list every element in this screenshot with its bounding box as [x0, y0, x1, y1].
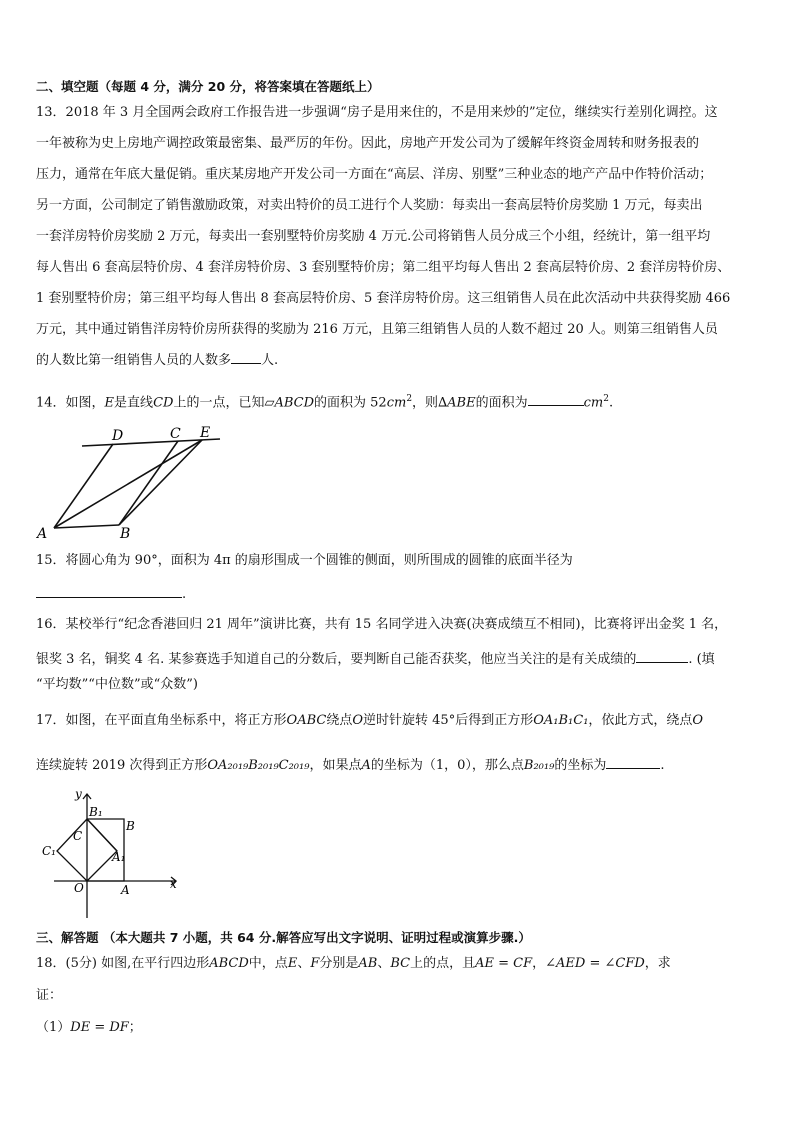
triangle-symbol: ∆: [438, 395, 448, 411]
q13-line: 一年被称为史上房地产调控政策最密集、最严厉的年份。因此，房地产开发公司为了缓解年终资金周转和财务报表的: [36, 136, 700, 151]
math-sup: 2: [603, 394, 609, 404]
q13-text: 的人数比第一组销售人员的人数多: [36, 353, 232, 368]
q14-text: 是直线: [114, 395, 154, 411]
q13-line: 每人售出 6 套高层特价房、4 套洋房特价房、3 套别墅特价房；第二组平均每人售出 2 套高层特价房、2 套洋房特价房、: [36, 260, 731, 275]
question-15: 15．将圆心角为 90°，面积为 4π 的扇形围成一个圆锥的侧面，则所围成的圆锥的底面半径为: [36, 553, 573, 568]
q16-text: . (填: [688, 652, 715, 667]
answer-blank[interactable]: [636, 648, 688, 663]
q15-answer-line: [36, 583, 766, 603]
label-B: B: [120, 526, 131, 542]
section-header-fill-in: 二、填空题（每题 4 分，满分 20 分，将答案填在答题纸上）: [36, 79, 380, 94]
label-C: C: [73, 829, 83, 843]
q18-text: （1）: [36, 1020, 71, 1035]
q13-line: 万元，其中通过销售洋房特价房所获得的奖励为 216 万元，且第三组销售人员的人数不超过 20 人。则第三组销售人员: [36, 322, 718, 337]
question-13: [36, 97, 762, 376]
question-14: [36, 391, 766, 411]
q18-text: 分别是: [319, 956, 359, 971]
section-header-solutions: 三、解答题 （本大题共 7 小题，共 64 分.解答应写出文字说明、证明过程或演算步骤.）: [36, 930, 531, 945]
math-unit: cm: [386, 395, 407, 411]
math-sup: 2: [406, 394, 413, 404]
figure-14-parallelogram: [30, 420, 230, 542]
answer-blank[interactable]: [606, 754, 660, 769]
math-var: BC: [390, 956, 411, 971]
q13-text: 人.: [261, 353, 279, 368]
question-18-line2: 证：: [36, 988, 63, 1003]
q13-line-last: [36, 345, 762, 376]
q18-text: 中，点: [248, 956, 288, 971]
math-var: OA₁B₁C₁: [533, 713, 589, 728]
q17-text: 17．如图，在平面直角坐标系中，将正方形: [36, 713, 287, 728]
math-var: CD: [153, 395, 174, 411]
math-var: A: [361, 758, 371, 773]
math-var: ABE: [447, 395, 476, 411]
q18-text: ，: [532, 956, 546, 971]
q14-text: 的面积为 52: [314, 395, 387, 411]
question-16-line1: 16．某校举行“纪念香港回归 21 周年”演讲比赛，共有 15 名同学进入决赛(决赛成绩互不相同)，比赛将评出金奖 1 名，: [36, 617, 728, 632]
math-expr: ∠AED = ∠CFD: [545, 956, 645, 971]
math-var: O: [692, 713, 704, 728]
label-C: C: [170, 426, 181, 442]
answer-blank[interactable]: [36, 583, 182, 598]
question-18-sub1: [36, 1020, 766, 1036]
q17-text: 绕点: [326, 713, 353, 728]
q14-text: ，则: [412, 395, 439, 411]
q14-text: 的面积为: [475, 395, 528, 411]
label-E: E: [200, 425, 211, 441]
q17-text: ，依此方式，绕点: [588, 713, 693, 728]
question-17-line2: [36, 754, 766, 774]
label-C1: C₁: [42, 844, 56, 858]
label-B1: B₁: [89, 805, 103, 819]
q13-line: 一套洋房特价房奖励 2 万元，每卖出一套别墅特价房奖励 4 万元.公司将销售人员分成三个小组，经统计，第一组平均: [36, 229, 711, 244]
label-A: A: [121, 883, 130, 897]
q13-line: 压力，通常在年底大量促销。重庆某房地产开发公司一方面在“高层、洋房、别墅”三种业态的地产产品中作特价活动；: [36, 167, 713, 182]
q17-text: ，如果点: [309, 758, 362, 773]
label-A1: A₁: [112, 850, 126, 864]
label-x: x: [170, 877, 177, 891]
question-17-line1: [36, 713, 766, 729]
math-var: ABCD: [209, 956, 249, 971]
label-B: B: [126, 819, 135, 833]
q17-text: .: [660, 758, 665, 773]
label-A: A: [37, 526, 48, 542]
math-expr: AE = CF: [475, 956, 533, 971]
q18-text: 18．(5分) 如图,在平行四边形: [36, 956, 210, 971]
q18-text: 上的点，且: [410, 956, 476, 971]
math-var: OABC: [286, 713, 327, 728]
q17-text: 的坐标为（1，0），那么点: [370, 758, 524, 773]
q18-text: 、: [377, 956, 391, 971]
label-O: O: [74, 881, 84, 895]
answer-blank[interactable]: [231, 349, 261, 364]
question-16-line2: [36, 648, 766, 668]
q13-line: 1 套别墅特价房；第三组平均每人售出 8 套高层特价房、5 套洋房特价房。这三组销售人员在此次活动中共获得奖励 466: [36, 291, 731, 306]
label-D: D: [112, 428, 124, 444]
side-DA: [54, 444, 113, 528]
q18-text: 、: [297, 956, 311, 971]
math-expr: DE = DF: [70, 1020, 129, 1035]
math-var: ABCD: [274, 395, 315, 411]
math-var: OA₂₀₁₉B₂₀₁₉C₂₀₁₉: [207, 758, 310, 773]
side-B1A1: [87, 819, 117, 851]
question-16-line3: “平均数”“中位数”或“众数”): [36, 677, 198, 692]
q13-line: 13．2018 年 3 月全国两会政府工作报告进一步强调“房子是用来住的，不是用来炒的”定位，继续实行差别化调控。这: [36, 105, 718, 120]
math-var: E: [104, 395, 115, 411]
math-var: F: [310, 956, 320, 971]
q18-text: ；: [128, 1020, 142, 1035]
q14-text: 14．如图，: [36, 395, 105, 411]
q14-text: .: [608, 395, 614, 411]
q14-text: 上的一点，已知: [173, 395, 265, 411]
q17-text: 逆时针旋转 45°后得到正方形: [363, 713, 534, 728]
math-var: B₂₀₁₉: [523, 758, 555, 773]
label-y: y: [75, 788, 82, 801]
q18-text: ，求: [644, 956, 671, 971]
math-var: E: [287, 956, 298, 971]
side-BC: [119, 441, 178, 525]
q17-text: 连续旋转 2019 次得到正方形: [36, 758, 208, 773]
parallelogram-symbol: ▱: [264, 395, 275, 411]
math-var: O: [352, 713, 364, 728]
q13-line: 另一方面，公司制定了销售激励政策，对卖出特价的员工进行个人奖励：每卖出一套高层特价房奖励 1 万元，每卖出: [36, 198, 703, 213]
side-AB: [54, 525, 119, 528]
answer-blank[interactable]: [528, 391, 584, 406]
figure-17-rotated-squares: [36, 788, 186, 922]
question-18-line1: [36, 956, 766, 972]
math-unit: cm: [583, 395, 604, 411]
q17-text: 的坐标为: [554, 758, 607, 773]
math-var: AB: [358, 956, 378, 971]
q15-text: .: [182, 587, 187, 602]
q16-text: 银奖 3 名，铜奖 4 名. 某参赛选手知道自己的分数后，要判断自己能否获奖，他应当关注的是有关成绩的: [36, 652, 637, 667]
